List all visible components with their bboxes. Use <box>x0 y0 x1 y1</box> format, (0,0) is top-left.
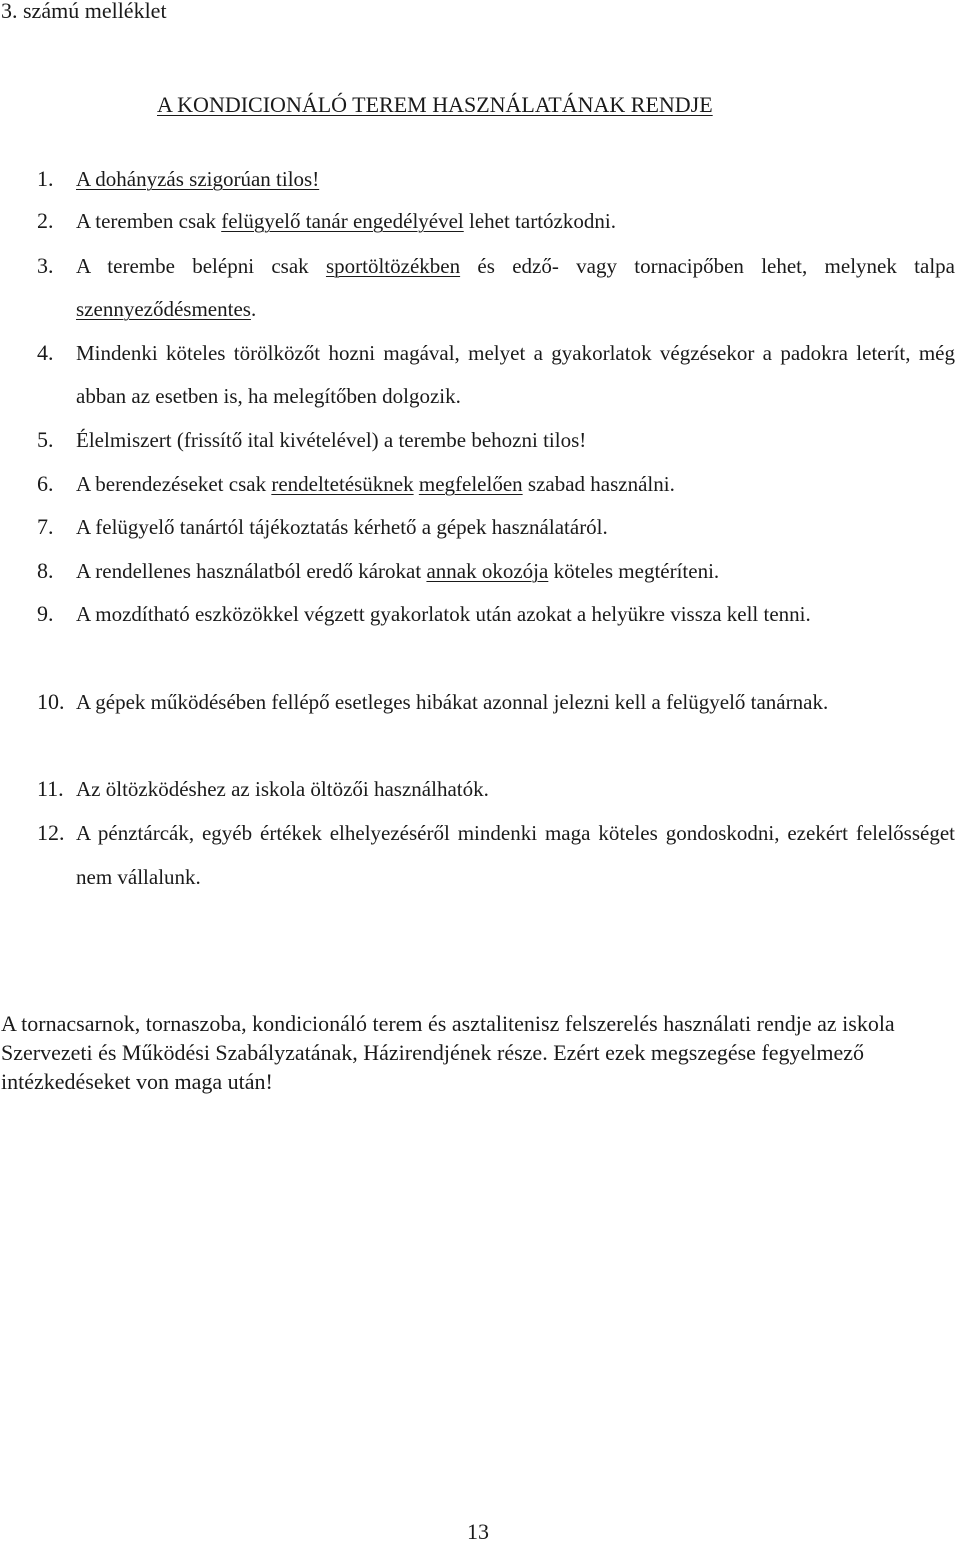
rule-text-underlined-segment: felügyelő tanár engedélyével <box>221 209 464 233</box>
annex-label: 3. számú melléklet <box>1 0 167 23</box>
rule-text-segment: A mozdítható eszközökkel végzett gyakorlatok után azokat a helyükre vissza kell tenni. <box>76 602 811 626</box>
rule-text <box>76 774 489 804</box>
rule-text-segment: . <box>250 297 257 321</box>
rule-text <box>76 206 616 236</box>
rule-text-underlined-segment: A dohányzás szigorúan tilos! <box>76 167 320 191</box>
closing-note: A tornacsarnok, tornaszoba, kondicionáló terem és asztalitenisz felszerelés használati rendje az iskola Szervezeti és Működési Szabályzatának, Házirendjének része. Ezért ezek megszegése fegyelmező intézkedéseket von maga után! <box>1 1011 895 1094</box>
rule-text-segment: A berendezéseket csak <box>76 472 272 496</box>
rule-text <box>76 164 319 194</box>
rule-number: 4. <box>37 340 54 365</box>
rule-number: 9. <box>37 601 54 626</box>
rule-text-underlined-segment: annak okozója <box>426 559 549 583</box>
rule-text <box>76 592 955 636</box>
rule-text-underlined-segment: szennyeződésmentes <box>76 297 251 321</box>
rule-text <box>76 245 955 331</box>
document-title: A KONDICIONÁLÓ TEREM HASZNÁLATÁNAK RENDJE <box>157 92 713 117</box>
page-number: 13 <box>467 1519 489 1544</box>
rule-text-segment: A gépek működésében fellépő esetleges hibákat azonnal jelezni kell a felügyelő tanárnak. <box>76 690 829 714</box>
rule-text <box>76 556 719 586</box>
rule-number: 8. <box>37 558 54 583</box>
rule-number: 3. <box>37 253 54 278</box>
rule-text <box>76 811 955 899</box>
rule-number: 11. <box>37 776 64 801</box>
rule-text-segment: A rendellenes használatból eredő károkat <box>76 559 427 583</box>
rule-number: 1. <box>37 166 54 191</box>
rule-text-segment: A felügyelő tanártól tájékoztatás kérhető a gépek használatáról. <box>76 515 608 539</box>
rule-text-underlined-segment: sportöltözékben <box>325 254 461 278</box>
rule-text-segment: és edző- vagy tornacipőben lehet, melynek talpa <box>460 254 955 278</box>
rule-text-segment: lehet tartózkodni. <box>463 209 616 233</box>
rule-number: 10. <box>37 689 65 714</box>
rule-number: 7. <box>37 514 54 539</box>
rule-text <box>76 469 675 499</box>
rule-number: 2. <box>37 208 54 233</box>
rule-text-segment: szabad használni. <box>522 472 675 496</box>
rule-text-underlined-segment: rendeltetésüknek <box>271 472 414 496</box>
rule-text-segment: Mindenki köteles törölközőt hozni magával, melyet a gyakorlatok végzésekor a padokra leterít, még abban az esetben is, ha melegítőben dolgozik. <box>76 341 955 408</box>
rule-text-segment: A pénztárcák, egyéb értékek elhelyezéséről mindenki maga köteles gondoskodni, ezekért felelősséget nem vállalunk. <box>76 821 955 889</box>
rule-text-segment: Az öltözködéshez az iskola öltözői használhatók. <box>76 777 489 801</box>
rule-text-segment: köteles megtéríteni. <box>548 559 720 583</box>
rule-text-segment: Élelmiszert (frissítő ital kivételével) a terembe behozni tilos! <box>76 428 587 452</box>
rule-text <box>76 680 955 724</box>
rule-number: 6. <box>37 471 54 496</box>
rule-text <box>76 425 586 455</box>
rule-text <box>76 332 955 418</box>
rule-text <box>76 512 608 542</box>
rule-number: 5. <box>37 427 54 452</box>
rule-text-segment: A teremben csak <box>76 209 222 233</box>
rule-text-underlined-segment: megfelelően <box>418 472 523 496</box>
rule-number: 12. <box>37 820 65 845</box>
rule-text-segment: A terembe belépni csak <box>76 254 326 278</box>
